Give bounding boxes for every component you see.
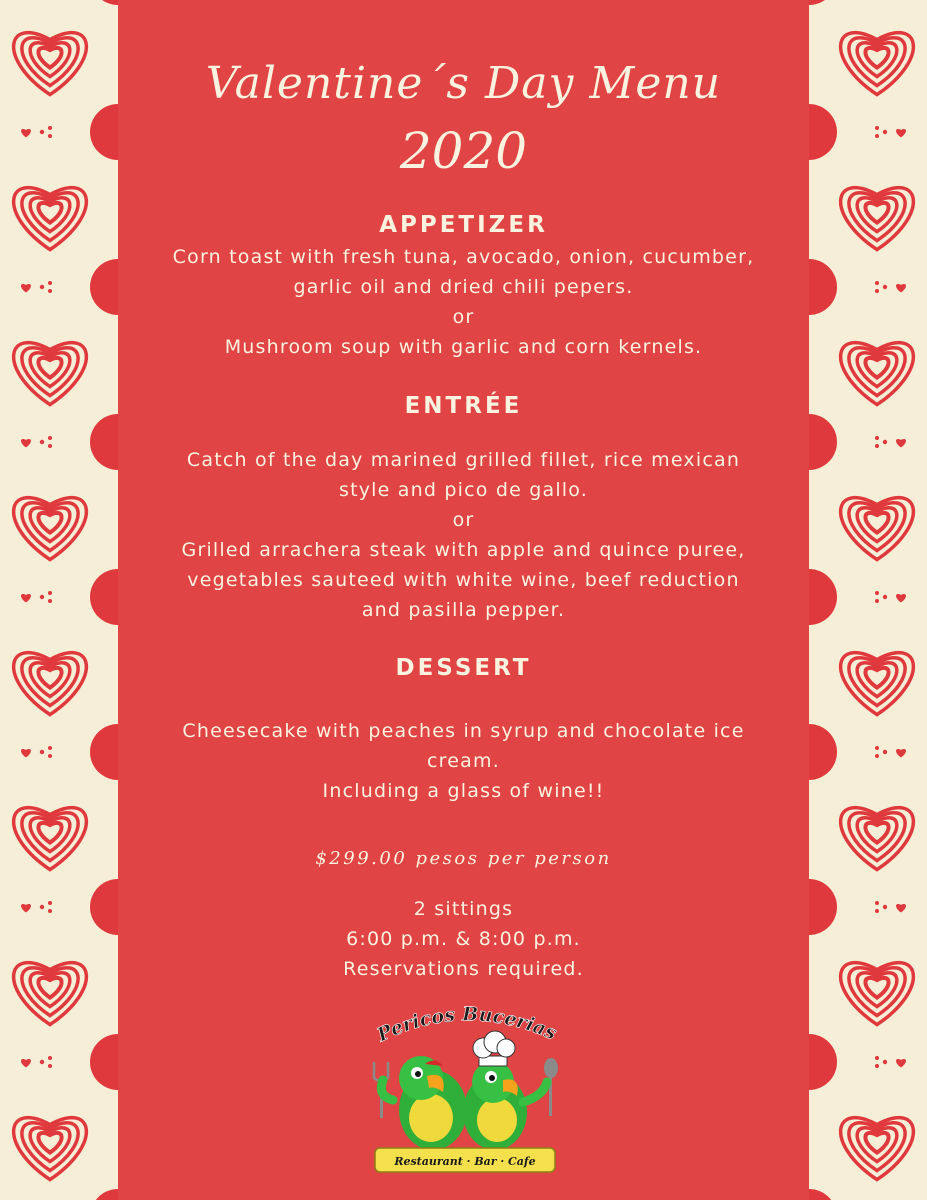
dessert-line2: cream. xyxy=(427,750,500,772)
dot-icon xyxy=(48,436,52,440)
left-parrot-icon xyxy=(381,1056,467,1150)
dot-icon xyxy=(875,746,879,750)
dot-icon xyxy=(875,1064,879,1068)
dot-icon xyxy=(883,1060,887,1064)
dot-icon xyxy=(875,754,879,758)
small-heart-icon xyxy=(896,129,906,137)
dot-icon xyxy=(40,905,44,909)
dot-icon xyxy=(875,909,879,913)
appetizer-option1-line2: garlic oil and dried chili pepers. xyxy=(293,276,634,298)
small-heart-icon xyxy=(896,904,906,912)
right-parrot-icon xyxy=(463,1061,547,1150)
small-heart-icon xyxy=(21,129,31,137)
heart-icon xyxy=(865,978,888,998)
scallop-notch xyxy=(90,104,118,160)
dot-icon xyxy=(875,281,879,285)
chef-hat-icon xyxy=(473,1031,515,1066)
appetizer-option1-line1: Corn toast with fresh tuna, avocado, onion, cucumber, xyxy=(172,246,755,268)
dot-icon xyxy=(875,1056,879,1060)
heart-icon xyxy=(38,823,61,843)
dot-icon xyxy=(48,909,52,913)
entree-option1-line2: style and pico de gallo. xyxy=(338,479,589,501)
appetizer-section xyxy=(118,242,809,362)
dot-icon xyxy=(48,134,52,138)
heart-icon xyxy=(38,358,61,378)
dot-icon xyxy=(40,130,44,134)
dot-icon xyxy=(48,901,52,905)
dot-icon xyxy=(48,591,52,595)
heart-icon xyxy=(865,823,888,843)
small-heart-icon xyxy=(21,749,31,757)
dot-icon xyxy=(883,285,887,289)
sittings-count: 2 sittings xyxy=(413,898,514,920)
scallop-notch xyxy=(809,569,837,625)
dot-icon xyxy=(48,746,52,750)
heart-pattern-left xyxy=(0,0,118,1200)
small-heart-icon xyxy=(896,749,906,757)
entree-or: or xyxy=(452,509,475,531)
entree-option2-line2: vegetables sauteed with white wine, beef reduction xyxy=(187,569,740,591)
dot-icon xyxy=(875,591,879,595)
dot-icon xyxy=(40,1060,44,1064)
entree-option1-line1: Catch of the day marined grilled fillet, rice mexican xyxy=(186,449,741,471)
small-heart-icon xyxy=(21,594,31,602)
scallop-notch xyxy=(809,1189,837,1200)
price: $299.00 pesos per person xyxy=(315,848,612,869)
scallop-notch xyxy=(90,879,118,935)
dot-icon xyxy=(48,599,52,603)
dot-icon xyxy=(875,444,879,448)
scallop-notch xyxy=(809,259,837,315)
dot-icon xyxy=(883,595,887,599)
entree-section xyxy=(118,445,809,625)
heart-icon xyxy=(865,513,888,533)
small-heart-icon xyxy=(21,284,31,292)
logo-tagline: Restaurant · Bar · Cafe xyxy=(394,1155,536,1168)
reservations-note: Reservations required. xyxy=(343,958,584,980)
scallop-notch xyxy=(809,414,837,470)
dot-icon xyxy=(48,1064,52,1068)
dot-icon xyxy=(48,126,52,130)
dessert-line3: Including a glass of wine!! xyxy=(322,780,605,802)
entree-option2-line3: and pasilla pepper. xyxy=(361,599,566,621)
small-heart-icon xyxy=(896,284,906,292)
scallop-notch xyxy=(90,1034,118,1090)
small-heart-icon xyxy=(21,439,31,447)
dot-icon xyxy=(875,289,879,293)
sittings-section xyxy=(118,894,809,984)
left-heart-border xyxy=(0,0,118,1200)
dot-icon xyxy=(883,905,887,909)
pericos-bucerias-logo xyxy=(363,1000,568,1180)
appetizer-heading: APPETIZER xyxy=(379,212,548,238)
dot-icon xyxy=(875,599,879,603)
small-heart-icon xyxy=(896,594,906,602)
dot-icon xyxy=(883,750,887,754)
tagline-banner xyxy=(375,1148,555,1172)
heart-icon xyxy=(865,668,888,688)
dessert-section xyxy=(118,716,809,806)
heart-icon xyxy=(865,203,888,223)
heart-icon xyxy=(38,203,61,223)
heart-icon xyxy=(865,1133,888,1153)
dot-icon xyxy=(48,1056,52,1060)
dot-icon xyxy=(875,436,879,440)
scallop-notch xyxy=(809,1034,837,1090)
sittings-times: 6:00 p.m. & 8:00 p.m. xyxy=(346,928,581,950)
scallop-notch xyxy=(90,1189,118,1200)
right-heart-border xyxy=(809,0,927,1200)
heart-icon xyxy=(865,358,888,378)
scallop-notch xyxy=(90,259,118,315)
dot-icon xyxy=(883,440,887,444)
scallop-notch xyxy=(90,569,118,625)
dot-icon xyxy=(48,289,52,293)
scallop-notch xyxy=(90,414,118,470)
heart-pattern-right xyxy=(809,0,927,1200)
heart-icon xyxy=(865,48,888,68)
entree-option2-line1: Grilled arrachera steak with apple and quince puree, xyxy=(181,539,746,561)
heart-icon xyxy=(38,513,61,533)
menu-title: Valentine´s Day Menu xyxy=(205,58,722,109)
appetizer-option2: Mushroom soup with garlic and corn kernels. xyxy=(224,336,703,358)
dot-icon xyxy=(875,134,879,138)
dot-icon xyxy=(40,285,44,289)
dot-icon xyxy=(875,901,879,905)
menu-year: 2020 xyxy=(399,122,528,180)
entree-heading: ENTRÉE xyxy=(404,393,523,419)
dessert-heading: DESSERT xyxy=(395,655,532,681)
scallop-notch xyxy=(90,724,118,780)
dot-icon xyxy=(48,281,52,285)
heart-icon xyxy=(38,1133,61,1153)
dot-icon xyxy=(40,440,44,444)
heart-icon xyxy=(38,48,61,68)
dot-icon xyxy=(48,444,52,448)
scallop-notch xyxy=(809,879,837,935)
heart-icon xyxy=(38,978,61,998)
small-heart-icon xyxy=(896,439,906,447)
dot-icon xyxy=(40,595,44,599)
small-heart-icon xyxy=(21,904,31,912)
appetizer-or: or xyxy=(452,306,475,328)
scallop-notch xyxy=(809,724,837,780)
dot-icon xyxy=(48,754,52,758)
scallop-notch xyxy=(809,0,837,5)
scallop-notch xyxy=(809,104,837,160)
logo-name-text: Pericos Bucerias xyxy=(373,1003,560,1047)
dot-icon xyxy=(875,126,879,130)
dot-icon xyxy=(883,130,887,134)
small-heart-icon xyxy=(21,1059,31,1067)
dot-icon xyxy=(40,750,44,754)
scallop-notch xyxy=(90,0,118,5)
heart-icon xyxy=(38,668,61,688)
menu-content xyxy=(118,0,809,1200)
small-heart-icon xyxy=(896,1059,906,1067)
dessert-line1: Cheesecake with peaches in syrup and chocolate ice xyxy=(182,720,745,742)
